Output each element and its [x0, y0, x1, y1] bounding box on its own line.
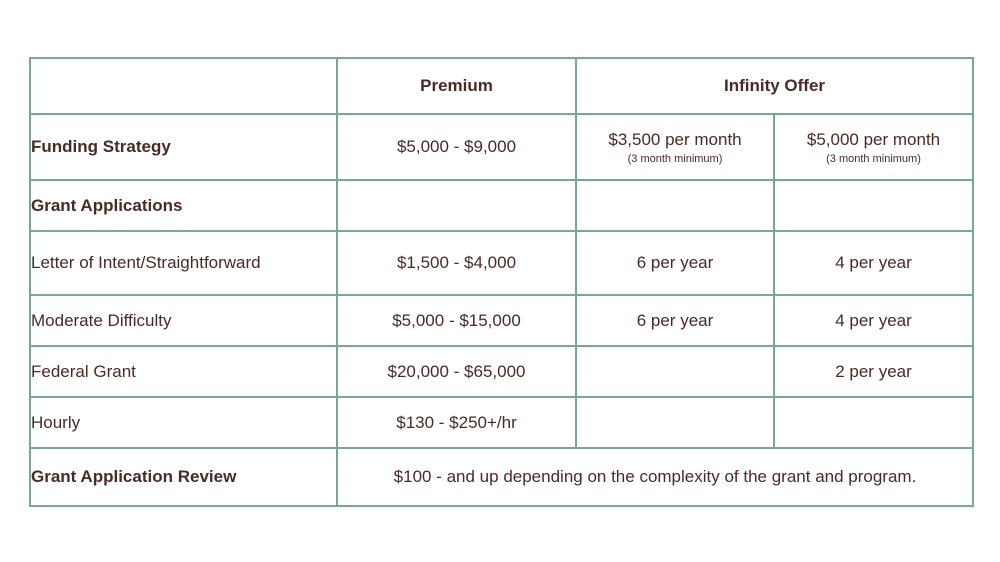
row-premium: $130 - $250+/hr — [337, 397, 576, 448]
grant-applications-premium-empty — [337, 180, 576, 231]
funding-strategy-row — [30, 114, 973, 180]
row-infinity-a: 6 per year — [576, 231, 774, 295]
grant-applications-label: Grant Applications — [30, 180, 337, 231]
funding-strategy-label: Funding Strategy — [30, 114, 337, 180]
row-premium: $1,500 - $4,000 — [337, 231, 576, 295]
row-label: Letter of Intent/Straightforward — [30, 231, 337, 295]
funding-strategy-infinity-a — [576, 114, 774, 180]
table-row — [30, 295, 973, 346]
row-infinity-b: 4 per year — [774, 295, 973, 346]
funding-strategy-infinity-a-price: $3,500 per month — [608, 129, 742, 149]
row-label: Hourly — [30, 397, 337, 448]
row-infinity-b — [774, 397, 973, 448]
table-row — [30, 397, 973, 448]
review-row — [30, 448, 973, 506]
row-infinity-b: 2 per year — [774, 346, 973, 397]
table-row — [30, 346, 973, 397]
row-premium: $5,000 - $15,000 — [337, 295, 576, 346]
row-infinity-a: 6 per year — [576, 295, 774, 346]
review-label: Grant Application Review — [30, 448, 337, 506]
grant-applications-infinity-a-empty — [576, 180, 774, 231]
header-row — [30, 58, 973, 114]
row-infinity-a — [576, 397, 774, 448]
row-label: Moderate Difficulty — [30, 295, 337, 346]
funding-strategy-infinity-a-note: (3 month minimum) — [627, 152, 723, 165]
row-premium: $20,000 - $65,000 — [337, 346, 576, 397]
header-infinity-offer: Infinity Offer — [576, 58, 973, 114]
table-row — [30, 231, 973, 295]
funding-strategy-infinity-b-price: $5,000 per month — [806, 129, 941, 149]
row-infinity-a — [576, 346, 774, 397]
funding-strategy-infinity-b — [774, 114, 973, 180]
row-label: Federal Grant — [30, 346, 337, 397]
funding-strategy-infinity-b-note: (3 month minimum) — [826, 152, 921, 165]
row-infinity-b: 4 per year — [774, 231, 973, 295]
header-empty-cell — [30, 58, 337, 114]
review-text: $100 - and up depending on the complexity of the grant and program. — [337, 448, 973, 506]
header-premium: Premium — [337, 58, 576, 114]
grant-applications-infinity-b-empty — [774, 180, 973, 231]
funding-strategy-premium: $5,000 - $9,000 — [337, 114, 576, 180]
grant-applications-row — [30, 180, 973, 231]
pricing-table — [29, 57, 974, 507]
